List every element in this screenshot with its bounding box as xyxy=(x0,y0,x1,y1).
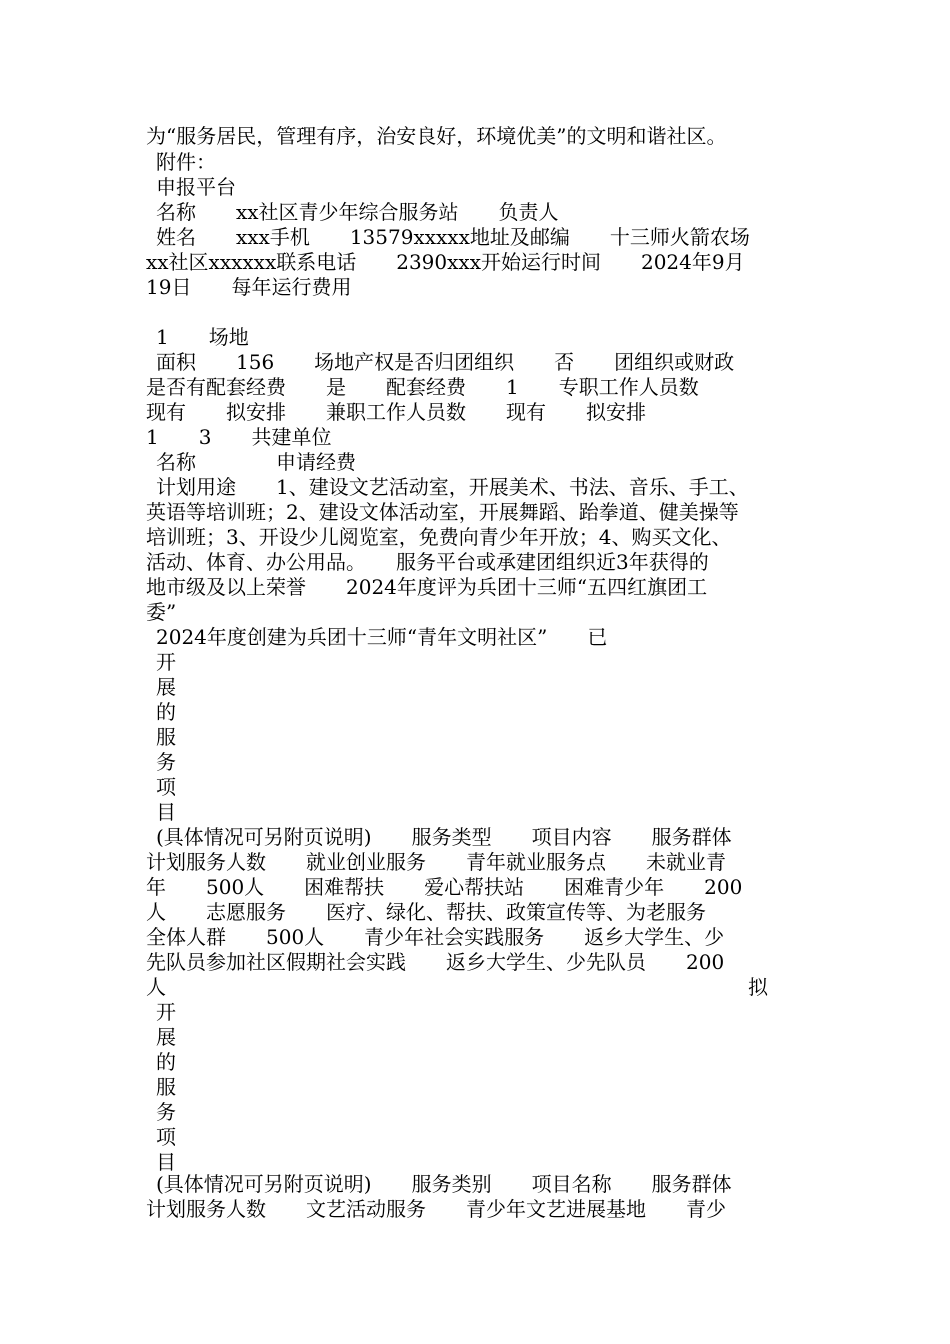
text-line: 现有 拟安排 兼职工作人员数 现有 拟安排 xyxy=(146,400,646,424)
text-line: 先队员参加社区假期社会实践 返乡大学生、少先队员 200 xyxy=(146,950,725,974)
vertical-char: 服 xyxy=(156,1075,176,1099)
text-line: 申报平台 xyxy=(156,175,236,199)
vertical-char: 务 xyxy=(156,1100,176,1124)
text-line: 委” xyxy=(146,600,177,624)
vertical-char: 展 xyxy=(156,675,176,699)
text-line: 计划用途 1、建设文艺活动室，开展美术、书法、音乐、手工、 xyxy=(156,475,749,499)
vertical-char: 项 xyxy=(156,775,176,799)
text-line: 名称 申请经费 xyxy=(156,450,356,474)
text-line: 活动、体育、办公用品。 服务平台或承建团组织近3年获得的 xyxy=(146,550,709,574)
text-line: 名称 xx社区青少年综合服务站 负责人 xyxy=(156,200,559,224)
vertical-char: 务 xyxy=(156,750,176,774)
text-line: 全体人群 500人 青少年社会实践服务 返乡大学生、少 xyxy=(146,925,725,949)
text-line: xx社区xxxxxx联系电话 2390xxx开始运行时间 2024年9月 xyxy=(146,250,745,274)
text-line: 计划服务人数 就业创业服务 青年就业服务点 未就业青 xyxy=(146,850,726,874)
text-line: 拟 xyxy=(748,975,768,999)
text-line: 培训班；3、开设少儿阅览室，免费向青少年开放；4、购买文化、 xyxy=(146,525,732,549)
text-line: 19日 每年运行费用 xyxy=(146,275,352,299)
text-line: (具体情况可另附页说明) 服务类别 项目名称 服务群体 xyxy=(156,1172,732,1196)
text-line: 2024年度创建为兵团十三师“青年文明社区” 已 xyxy=(156,625,608,649)
vertical-char: 开 xyxy=(156,1000,176,1024)
text-line: 年 500人 困难帮扶 爱心帮扶站 困难青少年 200 xyxy=(146,875,743,899)
vertical-char: 服 xyxy=(156,725,176,749)
vertical-char: 开 xyxy=(156,650,176,674)
text-line: (具体情况可另附页说明) 服务类型 项目内容 服务群体 xyxy=(156,825,732,849)
text-line: 姓名 xxx手机 13579xxxxx地址及邮编 十三师火箭农场 xyxy=(156,225,750,249)
text-line: 附件： xyxy=(156,150,216,174)
text-line: 是否有配套经费 是 配套经费 1 专职工作人员数 xyxy=(146,375,699,399)
vertical-char: 目 xyxy=(156,1150,176,1174)
text-line: 面积 156 场地产权是否归团组织 否 团组织或财政 xyxy=(156,350,735,374)
text-line: 1 场地 xyxy=(156,325,249,349)
vertical-char: 项 xyxy=(156,1125,176,1149)
vertical-char: 的 xyxy=(156,1050,176,1074)
text-line: 1 3 共建单位 xyxy=(146,425,332,449)
vertical-char: 目 xyxy=(156,800,176,824)
text-line: 人 志愿服务 医疗、绿化、帮扶、政策宣传等、为老服务 xyxy=(146,900,706,924)
vertical-char: 的 xyxy=(156,700,176,724)
text-line: 为“服务居民，管理有序，治安良好，环境优美”的文明和谐社区。 xyxy=(146,124,727,148)
vertical-char: 展 xyxy=(156,1025,176,1049)
text-line: 英语等培训班；2、建设文体活动室，开展舞蹈、跆拳道、健美操等 xyxy=(146,500,739,524)
text-line: 地市级及以上荣誉 2024年度评为兵团十三师“五四红旗团工 xyxy=(146,575,708,599)
text-line: 人 xyxy=(146,975,166,999)
text-line: 计划服务人数 文艺活动服务 青少年文艺进展基地 青少 xyxy=(146,1197,726,1221)
